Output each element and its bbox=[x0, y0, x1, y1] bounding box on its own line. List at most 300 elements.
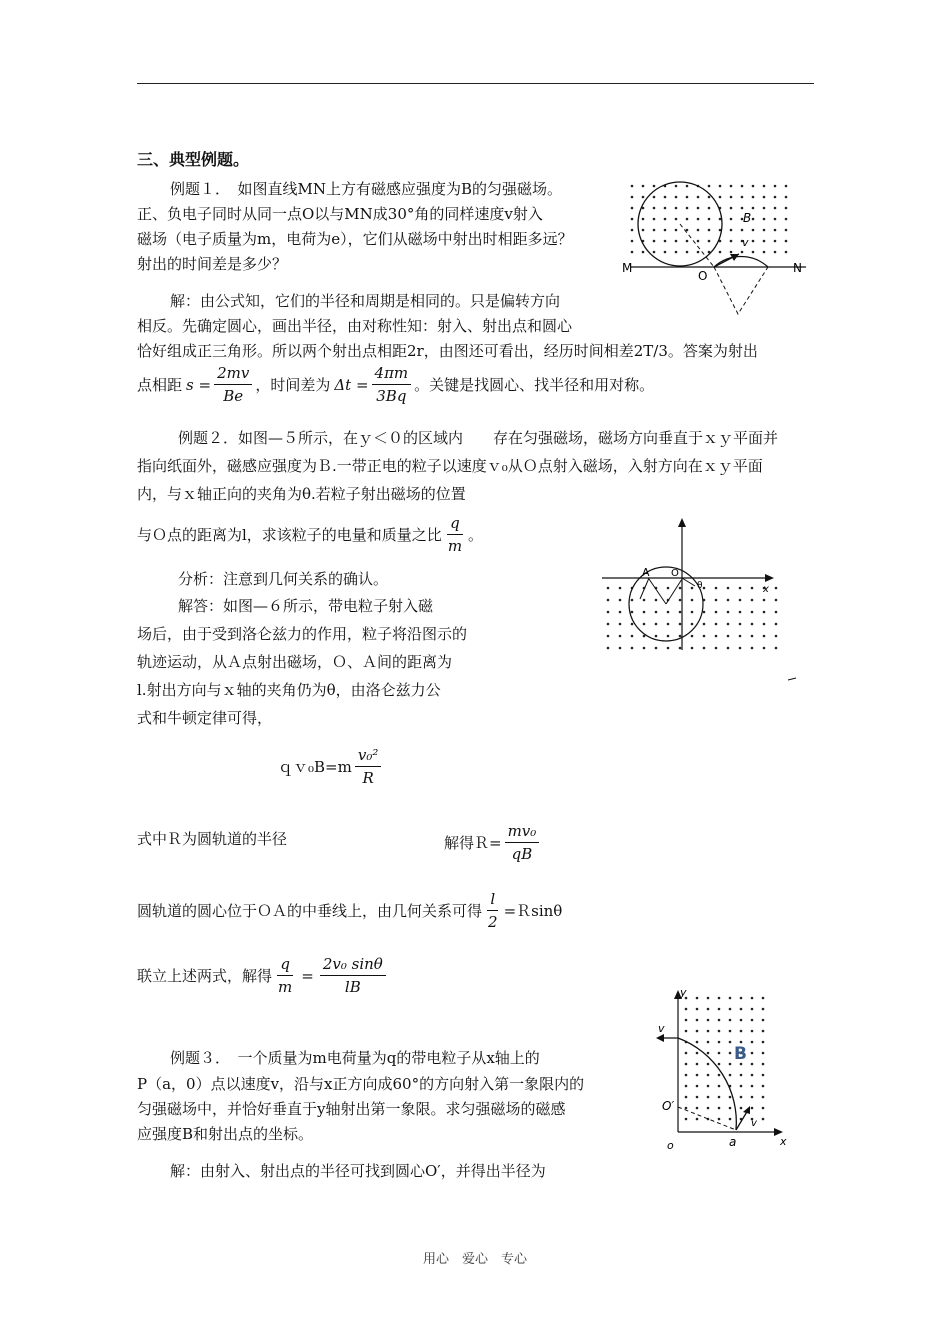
field-dot bbox=[643, 599, 646, 602]
ex3-line-3: 匀强磁场中，并恰好垂直于y轴射出第一象限。求匀强磁场的磁感 bbox=[137, 1100, 566, 1118]
ex3-label-v-bottom: v bbox=[751, 1118, 757, 1129]
field-dot bbox=[752, 251, 755, 254]
field-dot bbox=[655, 623, 658, 626]
page-footer: 用心 爱心 专心 bbox=[422, 1252, 527, 1267]
field-dot bbox=[785, 240, 788, 243]
field-dot bbox=[739, 611, 742, 614]
field-dot bbox=[751, 647, 754, 650]
field-dot bbox=[763, 196, 766, 199]
field-dot bbox=[686, 240, 689, 243]
field-dot bbox=[655, 635, 658, 638]
field-dot bbox=[675, 185, 678, 188]
field-dot bbox=[751, 1041, 754, 1044]
ex2-exit-line bbox=[640, 578, 649, 599]
field-dot bbox=[740, 1030, 743, 1033]
ex2-eq2-den: qB bbox=[511, 845, 533, 863]
field-dot bbox=[685, 1085, 688, 1088]
field-dot bbox=[718, 1118, 721, 1121]
field-dot bbox=[653, 185, 656, 188]
ex2-label-x: x bbox=[763, 584, 769, 595]
field-dot bbox=[763, 635, 766, 638]
field-dot bbox=[619, 647, 622, 650]
ex2-eq4-fraction-2 bbox=[320, 955, 386, 996]
field-dot bbox=[751, 599, 754, 602]
field-dot bbox=[691, 599, 694, 602]
ex2-answer-5: 式和牛顿定律可得， bbox=[137, 709, 273, 727]
field-dot bbox=[619, 623, 622, 626]
field-dot bbox=[707, 1107, 710, 1110]
field-dot bbox=[703, 587, 706, 590]
field-dot bbox=[741, 207, 744, 210]
field-dot bbox=[655, 611, 658, 614]
ex2-line-4 bbox=[137, 514, 483, 555]
field-dot bbox=[729, 1096, 732, 1099]
ex1-solution-1: 解：由公式知，它们的半径和周期是相同的。只是偏转方向 bbox=[170, 292, 561, 310]
field-dot bbox=[685, 1030, 688, 1033]
field-dot bbox=[696, 1030, 699, 1033]
field-dot bbox=[631, 218, 634, 221]
field-dot bbox=[719, 251, 722, 254]
field-dot bbox=[775, 635, 778, 638]
ex1-label-b: B bbox=[743, 211, 752, 225]
field-dot bbox=[707, 1096, 710, 1099]
field-dot bbox=[729, 1052, 732, 1055]
field-dot bbox=[708, 240, 711, 243]
field-dot bbox=[730, 207, 733, 210]
field-dot bbox=[730, 251, 733, 254]
field-dot bbox=[741, 185, 744, 188]
field-dot bbox=[752, 207, 755, 210]
field-dot bbox=[691, 635, 694, 638]
field-dot bbox=[664, 196, 667, 199]
ex3-label-x: x bbox=[780, 1135, 787, 1148]
field-dot bbox=[686, 185, 689, 188]
ex2-eq1-den: R bbox=[362, 769, 374, 787]
field-dot bbox=[763, 599, 766, 602]
field-dot bbox=[751, 587, 754, 590]
ex2-equation-2 bbox=[444, 822, 542, 863]
field-dot bbox=[707, 1008, 710, 1011]
ex3-line-2: P（a，0）点以速度v，沿与x正方向成60°的方向射入第一象限内的 bbox=[137, 1075, 585, 1093]
field-dot bbox=[664, 240, 667, 243]
field-dot bbox=[691, 647, 694, 650]
field-dot bbox=[762, 1008, 765, 1011]
ex2-answer-1: 解答：如图—６所示，带电粒子射入磁 bbox=[178, 597, 434, 615]
field-dot bbox=[740, 1008, 743, 1011]
field-dot bbox=[751, 1063, 754, 1066]
ex1-t-fraction bbox=[372, 364, 412, 405]
field-dot bbox=[751, 1008, 754, 1011]
ex3-velocity-bottom-arrow bbox=[743, 1106, 750, 1114]
ex1-figure bbox=[618, 176, 813, 316]
ex3-label-y: y bbox=[680, 986, 687, 999]
ex3-label-v-top: v bbox=[658, 1022, 665, 1035]
ex2-equation-1 bbox=[278, 746, 384, 787]
field-dot bbox=[686, 251, 689, 254]
ex1-triangle-lower bbox=[714, 267, 768, 314]
ex1-label-v: v bbox=[742, 236, 749, 249]
field-dot bbox=[685, 1074, 688, 1077]
field-dot bbox=[655, 599, 658, 602]
ex1-field-dots bbox=[631, 185, 788, 254]
field-dot bbox=[653, 218, 656, 221]
ex2-eq2-fraction bbox=[505, 822, 540, 863]
ex2-ratio bbox=[445, 514, 465, 555]
field-dot bbox=[775, 599, 778, 602]
field-dot bbox=[686, 218, 689, 221]
field-dot bbox=[691, 623, 694, 626]
ex2-eq3-pre: 圆轨道的圆心位于ＯＡ的中垂线上，由几何关系可得 bbox=[137, 901, 483, 920]
field-dot bbox=[675, 218, 678, 221]
field-dot bbox=[653, 207, 656, 210]
field-dot bbox=[655, 647, 658, 650]
field-dot bbox=[703, 623, 706, 626]
field-dot bbox=[653, 196, 656, 199]
field-dot bbox=[607, 587, 610, 590]
field-dot bbox=[703, 635, 706, 638]
field-dot bbox=[696, 1019, 699, 1022]
field-dot bbox=[729, 1041, 732, 1044]
field-dot bbox=[685, 1096, 688, 1099]
ex2-eq2-text: 式中Ｒ为圆轨道的半径 bbox=[137, 830, 288, 848]
field-dot bbox=[667, 611, 670, 614]
field-dot bbox=[715, 611, 718, 614]
field-dot bbox=[751, 1107, 754, 1110]
field-dot bbox=[696, 1074, 699, 1077]
ex1-line-2: 正、负电子同时从同一点O以与MN成30°角的同样速度v射入 bbox=[137, 205, 543, 223]
ex3-arc bbox=[678, 1038, 736, 1130]
ex2-eq2-lhs: 解得Ｒ= bbox=[444, 833, 502, 852]
ex2-answer-2: 场后，由于受到洛仑兹力的作用，粒子将沿图示的 bbox=[137, 625, 468, 643]
field-dot bbox=[775, 647, 778, 650]
field-dot bbox=[727, 635, 730, 638]
field-dot bbox=[751, 611, 754, 614]
field-dot bbox=[762, 1030, 765, 1033]
field-dot bbox=[642, 196, 645, 199]
field-dot bbox=[741, 196, 744, 199]
ex2-figure bbox=[600, 514, 800, 686]
field-dot bbox=[752, 196, 755, 199]
ex3-velocity-top-arrow bbox=[656, 1034, 664, 1042]
field-dot bbox=[730, 185, 733, 188]
field-dot bbox=[653, 240, 656, 243]
field-dot bbox=[739, 599, 742, 602]
ex2-label-o: O bbox=[671, 568, 679, 579]
field-dot bbox=[763, 207, 766, 210]
field-dot bbox=[664, 251, 667, 254]
field-dot bbox=[718, 1041, 721, 1044]
field-dot bbox=[685, 1008, 688, 1011]
ex3-velocity-bottom bbox=[736, 1110, 748, 1130]
field-dot bbox=[719, 185, 722, 188]
field-dot bbox=[631, 635, 634, 638]
field-dot bbox=[685, 1118, 688, 1121]
field-dot bbox=[751, 1085, 754, 1088]
field-dot bbox=[751, 1096, 754, 1099]
field-dot bbox=[718, 1030, 721, 1033]
field-dot bbox=[707, 1063, 710, 1066]
field-dot bbox=[762, 1019, 765, 1022]
field-dot bbox=[708, 185, 711, 188]
field-dot bbox=[718, 1063, 721, 1066]
ex1-tail: 。关键是找圆心、找半径和用对称。 bbox=[414, 375, 655, 394]
ex1-line-4: 射出的时间差是多少？ bbox=[137, 255, 288, 273]
header-rule bbox=[137, 83, 814, 84]
ex3-label-a: a bbox=[729, 1135, 737, 1149]
field-dot bbox=[762, 997, 765, 1000]
field-dot bbox=[718, 1008, 721, 1011]
field-dot bbox=[696, 1096, 699, 1099]
field-dot bbox=[740, 1019, 743, 1022]
field-dot bbox=[729, 997, 732, 1000]
field-dot bbox=[707, 1085, 710, 1088]
ex2-eq3-num: l bbox=[487, 890, 498, 911]
field-dot bbox=[718, 1085, 721, 1088]
field-dot bbox=[729, 1019, 732, 1022]
ex2-line-4-pre: 与Ｏ点的距离为l，求该粒子的电量和质量之比 bbox=[137, 525, 442, 544]
ex1-s-lhs: s = bbox=[186, 375, 212, 394]
field-dot bbox=[762, 1085, 765, 1088]
field-dot bbox=[751, 1074, 754, 1077]
field-dot bbox=[703, 647, 706, 650]
field-dot bbox=[752, 229, 755, 232]
field-dot bbox=[775, 587, 778, 590]
field-dot bbox=[707, 1052, 710, 1055]
ex2-ratio-den: m bbox=[447, 537, 463, 555]
field-dot bbox=[631, 196, 634, 199]
ex2-eq3-fraction bbox=[485, 890, 501, 931]
field-dot bbox=[607, 647, 610, 650]
ex2-mark bbox=[788, 678, 796, 680]
field-dot bbox=[631, 599, 634, 602]
ex2-x-arrow bbox=[765, 574, 774, 582]
field-dot bbox=[762, 1041, 765, 1044]
ex2-eq1-lhs: ｑｖ₀B=m bbox=[278, 757, 352, 776]
ex2-analysis: 分析：注意到几何关系的确认。 bbox=[178, 570, 389, 588]
field-dot bbox=[691, 587, 694, 590]
field-dot bbox=[727, 623, 730, 626]
field-dot bbox=[679, 611, 682, 614]
field-dot bbox=[686, 196, 689, 199]
field-dot bbox=[751, 997, 754, 1000]
ex2-eq1-fraction bbox=[355, 746, 382, 787]
field-dot bbox=[727, 647, 730, 650]
field-dot bbox=[708, 196, 711, 199]
field-dot bbox=[675, 229, 678, 232]
field-dot bbox=[751, 635, 754, 638]
field-dot bbox=[741, 251, 744, 254]
ex1-s-den: Be bbox=[223, 387, 244, 405]
field-dot bbox=[679, 599, 682, 602]
field-dot bbox=[667, 587, 670, 590]
field-dot bbox=[679, 635, 682, 638]
ex2-ratio-num: q bbox=[447, 514, 463, 535]
field-dot bbox=[697, 218, 700, 221]
field-dot bbox=[762, 1074, 765, 1077]
ex1-answer-line bbox=[137, 364, 654, 405]
field-dot bbox=[740, 1041, 743, 1044]
field-dot bbox=[762, 1118, 765, 1121]
field-dot bbox=[774, 218, 777, 221]
field-dot bbox=[752, 185, 755, 188]
field-dot bbox=[774, 229, 777, 232]
ex3-line-4: 应强度B和射出点的坐标。 bbox=[137, 1125, 314, 1143]
field-dot bbox=[642, 185, 645, 188]
ex3-line-1: 例题３． 一个质量为m电荷量为q的带电粒子从x轴上的 bbox=[170, 1049, 540, 1067]
field-dot bbox=[631, 611, 634, 614]
ex2-eq1-num: v₀² bbox=[355, 746, 382, 767]
field-dot bbox=[675, 207, 678, 210]
field-dot bbox=[708, 229, 711, 232]
ex1-t-num: 4πm bbox=[372, 364, 412, 385]
field-dot bbox=[619, 611, 622, 614]
ex2-label-a: A bbox=[642, 566, 650, 579]
field-dot bbox=[785, 229, 788, 232]
field-dot bbox=[739, 587, 742, 590]
field-dot bbox=[762, 1096, 765, 1099]
ex2-answer-3: 轨迹运动，从Ａ点射出磁场，Ｏ、Ａ间的距离为 bbox=[137, 653, 453, 671]
ex1-t-den: 3Bq bbox=[376, 387, 407, 405]
ex3-solution: 解：由射入、射出点的半径可找到圆心O′，并得出半径为 bbox=[170, 1162, 546, 1180]
ex1-label-m: M bbox=[622, 261, 633, 275]
field-dot bbox=[696, 1107, 699, 1110]
field-dot bbox=[785, 251, 788, 254]
field-dot bbox=[763, 218, 766, 221]
field-dot bbox=[740, 1074, 743, 1077]
field-dot bbox=[763, 623, 766, 626]
ex2-line-1: 例题２．如图—５所示，在ｙ＜０的区域内 存在匀强磁场，磁场方向垂直于ｘｙ平面并 bbox=[178, 429, 779, 447]
field-dot bbox=[619, 587, 622, 590]
field-dot bbox=[718, 1019, 721, 1022]
field-dot bbox=[619, 635, 622, 638]
field-dot bbox=[774, 196, 777, 199]
field-dot bbox=[691, 611, 694, 614]
field-dot bbox=[715, 599, 718, 602]
ex3-label-b: B bbox=[734, 1044, 747, 1064]
field-dot bbox=[715, 623, 718, 626]
ex2-eq4-pre: 联立上述两式，解得 bbox=[137, 966, 273, 985]
field-dot bbox=[729, 1063, 732, 1066]
field-dot bbox=[730, 218, 733, 221]
field-dot bbox=[718, 1052, 721, 1055]
field-dot bbox=[751, 1019, 754, 1022]
field-dot bbox=[664, 207, 667, 210]
ex2-line-2: 指向纸面外，磁感应强度为Ｂ.一带正电的粒子以速度ｖ₀从Ｏ点射入磁场，入射方向在ｘｙ平面 bbox=[137, 457, 763, 475]
field-dot bbox=[696, 1085, 699, 1088]
field-dot bbox=[667, 623, 670, 626]
field-dot bbox=[729, 1030, 732, 1033]
field-dot bbox=[696, 1041, 699, 1044]
field-dot bbox=[730, 196, 733, 199]
ex1-line-3: 磁场（电子质量为m，电荷为e），它们从磁场中射出时相距多远？ bbox=[137, 230, 573, 248]
field-dot bbox=[697, 251, 700, 254]
field-dot bbox=[785, 218, 788, 221]
field-dot bbox=[763, 229, 766, 232]
field-dot bbox=[719, 218, 722, 221]
field-dot bbox=[739, 647, 742, 650]
field-dot bbox=[707, 1019, 710, 1022]
field-dot bbox=[642, 251, 645, 254]
field-dot bbox=[679, 587, 682, 590]
field-dot bbox=[715, 635, 718, 638]
field-dot bbox=[631, 207, 634, 210]
field-dot bbox=[607, 599, 610, 602]
field-dot bbox=[751, 1030, 754, 1033]
ex1-label-n: N bbox=[793, 261, 802, 275]
field-dot bbox=[785, 185, 788, 188]
field-dot bbox=[607, 635, 610, 638]
field-dot bbox=[631, 647, 634, 650]
ex2-eq3-den: 2 bbox=[488, 913, 498, 931]
ex2-eq2-num: mv₀ bbox=[505, 822, 540, 843]
ex2-eq4-num-2: 2v₀ sinθ bbox=[320, 955, 386, 976]
field-dot bbox=[653, 251, 656, 254]
field-dot bbox=[715, 647, 718, 650]
field-dot bbox=[719, 196, 722, 199]
ex2-line-4-post: 。 bbox=[468, 525, 484, 544]
field-dot bbox=[730, 240, 733, 243]
field-dot bbox=[707, 1074, 710, 1077]
ex1-answer-pre: 点相距 bbox=[137, 375, 183, 394]
field-dot bbox=[631, 185, 634, 188]
field-dot bbox=[642, 218, 645, 221]
field-dot bbox=[707, 1030, 710, 1033]
field-dot bbox=[740, 997, 743, 1000]
ex1-arc bbox=[714, 257, 768, 267]
ex2-eq4-num-1: q bbox=[277, 955, 293, 976]
ex3-figure bbox=[652, 982, 802, 1162]
field-dot bbox=[631, 229, 634, 232]
field-dot bbox=[685, 1052, 688, 1055]
ex2-label-theta: θ bbox=[697, 581, 703, 591]
ex1-t-lhs: Δt = bbox=[334, 375, 369, 394]
field-dot bbox=[667, 647, 670, 650]
ex1-mid: ，时间差为 bbox=[255, 375, 331, 394]
field-dot bbox=[685, 1107, 688, 1110]
ex1-s-fraction bbox=[214, 364, 252, 405]
ex3-field-dots bbox=[685, 997, 765, 1121]
field-dot bbox=[752, 218, 755, 221]
field-dot bbox=[697, 196, 700, 199]
ex2-eq3-post: =Ｒsinθ bbox=[503, 901, 563, 920]
ex2-eq4-den-1: m bbox=[278, 978, 293, 996]
field-dot bbox=[631, 240, 634, 243]
field-dot bbox=[718, 997, 721, 1000]
field-dot bbox=[751, 1052, 754, 1055]
ex1-solution-3: 恰好组成正三角形。所以两个射出点相距2r，由图还可看出，经历时间相差2T/3。答案为射出 bbox=[137, 342, 758, 360]
ex3-label-o1: O′ bbox=[662, 1099, 675, 1113]
field-dot bbox=[762, 1107, 765, 1110]
field-dot bbox=[697, 240, 700, 243]
field-dot bbox=[740, 1107, 743, 1110]
field-dot bbox=[762, 1063, 765, 1066]
field-dot bbox=[679, 623, 682, 626]
field-dot bbox=[696, 997, 699, 1000]
field-dot bbox=[727, 611, 730, 614]
field-dot bbox=[697, 207, 700, 210]
field-dot bbox=[729, 1008, 732, 1011]
field-dot bbox=[718, 1096, 721, 1099]
field-dot bbox=[708, 207, 711, 210]
ex2-eq4-den-2: lB bbox=[344, 978, 361, 996]
field-dot bbox=[607, 623, 610, 626]
field-dot bbox=[774, 207, 777, 210]
field-dot bbox=[707, 997, 710, 1000]
ex1-label-o: O bbox=[698, 269, 708, 283]
ex2-eq4-fraction-1 bbox=[275, 955, 295, 996]
ex1-solution-2: 相反。先确定圆心，画出半径，由对称性知：射入、射出点和圆心 bbox=[137, 317, 573, 335]
field-dot bbox=[679, 647, 682, 650]
